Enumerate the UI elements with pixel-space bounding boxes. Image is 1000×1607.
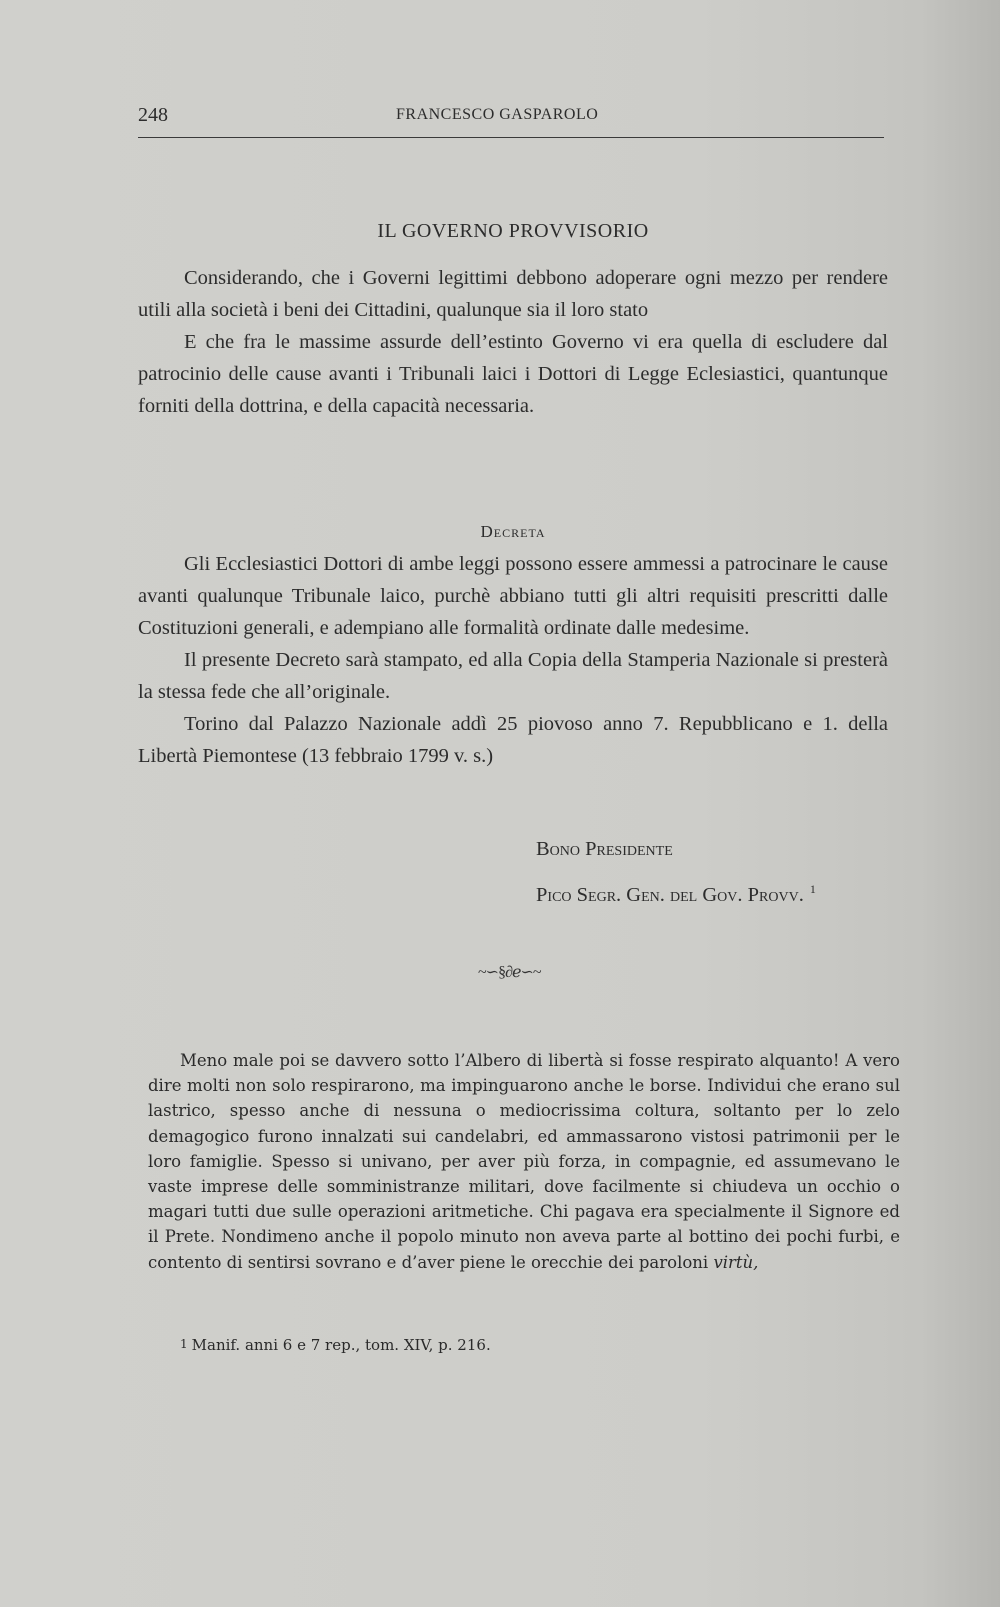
decree-body — [138, 548, 888, 772]
footnote-reference: 1 — [809, 882, 816, 896]
decree-paragraph-2: Il presente Decreto sarà stampato, ed alla Copia della Stamperia Nazionale si presterà la stessa fede che all’originale. — [138, 649, 888, 703]
footnote-mark: 1 — [180, 1337, 188, 1351]
ornament-divider: ~∽§∂ℯ∽~ — [478, 964, 541, 981]
header-rule — [138, 137, 884, 138]
commentary — [148, 1048, 900, 1275]
preamble-paragraph-1: Considerando, che i Governi legittimi debbono adoperare ogni mezzo per rendere utili alla società i beni dei Cittadini, qualunque sia il loro stato — [138, 267, 888, 321]
footnote — [180, 1336, 491, 1354]
commentary-italic-word: virtù, — [713, 1252, 759, 1272]
preamble — [138, 262, 888, 422]
signature-president: Bono Presidente — [536, 838, 673, 860]
decree-paragraph-3: Torino dal Palazzo Nazionale addì 25 piovoso anno 7. Repubblicano e 1. della Libertà Piemontese (13 febbraio 1799 v. s.) — [138, 713, 888, 767]
document-title: IL GOVERNO PROVVISORIO — [377, 220, 649, 242]
running-head: FRANCESCO GASPAROLO — [396, 106, 599, 123]
commentary-text: Meno male poi se davvero sotto l’Albero di libertà si fosse respirato alquanto! A vero dire molti non solo respirarono, ma impinguarono anche le borse. Individui che erano sul lastrico, spesso anche di nessuna o mediocrissima coltura, soltanto per lo zelo demagogico furono innalzati sui candelabri, ed ammassarono vistosi patrimonii per le loro famiglie. Spesso si univano, per aver più forza, in compagnie, ed assumevano le vaste imprese delle somministranze militari, dove facilmente si chiudeva un occhio o magari tutti due sulle operazioni aritmetiche. Chi pagava era specialmente il Signore ed il Prete. Nondimeno anche il popolo minuto non aveva parte al bottino dei pochi furbi, e contento di sentirsi sovrano e d’aver piene le orecchie dei paroloni — [148, 1051, 900, 1272]
decreta-heading: Decreta — [480, 522, 546, 541]
commentary-paragraph — [148, 1048, 900, 1275]
decree-paragraph-1: Gli Ecclesiastici Dottori di ambe leggi possono essere ammessi a patrocinare le cause avanti qualunque Tribunale laico, purchè abbiano tutti gli altri requisiti prescritti dalle Costituzioni generali, e adempiano alle formalità ordinate dalle medesime. — [138, 553, 888, 639]
preamble-paragraph-2: E che fra le massime assurde dell’estinto Governo vi era quella di escludere dal patrocinio delle cause avanti i Tribunali laici i Dottori di Legge Eclesiastici, quantunque forniti della dottrina, e della capacità necessaria. — [138, 331, 888, 417]
page-number: 248 — [138, 104, 168, 126]
signature-secretary-text: Pico Segr. Gen. del Gov. Provv. — [536, 883, 804, 906]
footnote-text: Manif. anni 6 e 7 rep., tom. XIV, p. 216. — [191, 1336, 491, 1354]
page-header — [138, 102, 884, 132]
signature-secretary — [536, 882, 816, 907]
